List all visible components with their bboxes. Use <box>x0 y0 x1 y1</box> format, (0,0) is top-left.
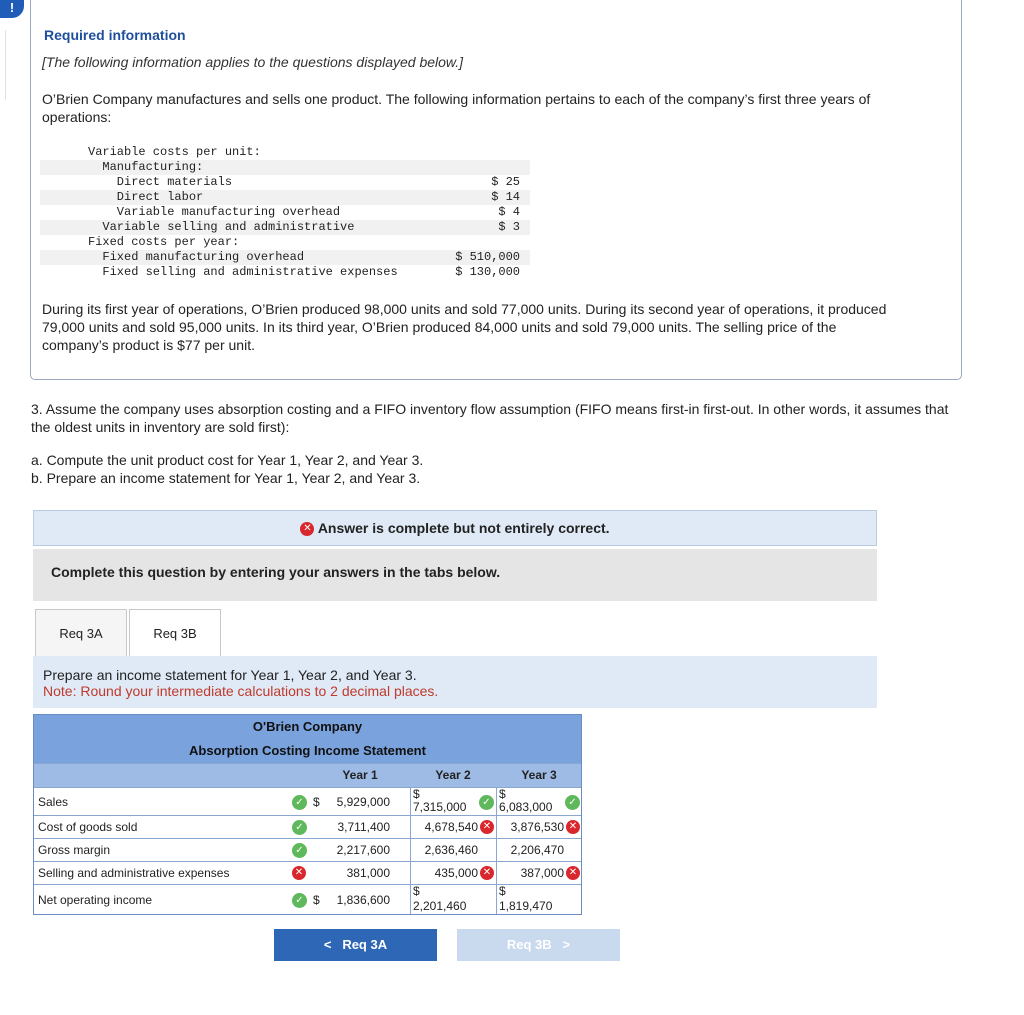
statement-row <box>34 861 581 884</box>
row-label: Selling and administrative expenses <box>38 866 230 880</box>
cost-row <box>40 160 530 175</box>
row-label: Cost of goods sold <box>38 820 138 834</box>
x-circle-icon: ✕ <box>480 820 494 834</box>
value-cell[interactable] <box>295 885 410 914</box>
cell-value: 435,000 <box>434 866 478 880</box>
cost-row <box>40 175 530 190</box>
value-cell[interactable] <box>496 862 582 884</box>
x-circle-icon: ✕ <box>480 866 494 880</box>
value-cell[interactable] <box>294 862 410 884</box>
alert-icon: ! <box>0 0 24 18</box>
income-statement-table <box>33 714 582 915</box>
dollar-sign: $ <box>499 884 506 898</box>
statement-company: O'Brien Company <box>34 715 581 739</box>
cell-value: 2,206,470 <box>510 843 564 857</box>
value-cell[interactable] <box>410 816 496 838</box>
cost-value: $ 130,000 <box>455 265 520 279</box>
value-cell[interactable] <box>410 862 496 884</box>
cost-label: Fixed costs per year: <box>88 235 240 249</box>
cost-label: Variable costs per unit: <box>88 145 261 159</box>
check-circle-icon: ✓ <box>292 843 307 858</box>
answer-status-banner <box>33 510 877 546</box>
cost-row <box>40 190 530 205</box>
complete-instructions-text: Complete this question by entering your answers in the tabs below. <box>51 564 501 580</box>
cell-value: 6,083,000 <box>499 800 553 814</box>
cost-label: Variable manufacturing overhead <box>88 205 341 219</box>
dollar-sign: $ <box>313 893 320 907</box>
instruction-line: Prepare an income statement for Year 1, Year 2, and Year 3. <box>43 667 417 683</box>
value-cell[interactable] <box>496 788 582 815</box>
statement-row <box>34 815 581 838</box>
column-header-year-3: Year 3 <box>521 768 557 782</box>
statement-column-header <box>34 763 581 787</box>
tab-req-3a[interactable]: Req 3A <box>35 609 127 657</box>
check-circle-icon: ✓ <box>292 893 307 908</box>
check-circle-icon: ✓ <box>565 795 580 810</box>
statement-title: Absorption Costing Income Statement <box>34 739 581 763</box>
check-circle-icon: ✓ <box>292 820 307 835</box>
dollar-sign: $ <box>413 787 420 801</box>
cost-row <box>40 250 530 265</box>
value-cell[interactable] <box>295 816 410 838</box>
tab-req-3b[interactable]: Req 3B <box>129 609 221 657</box>
cost-value: $ 14 <box>491 190 520 204</box>
cost-row <box>40 145 530 160</box>
statement-row <box>34 884 581 914</box>
next-button-label: Req 3B <box>506 937 552 952</box>
cell-value: 3,711,400 <box>337 820 390 834</box>
cost-row <box>40 235 530 250</box>
column-header-year-1: Year 1 <box>342 768 378 782</box>
cost-label: Manufacturing: <box>88 160 204 174</box>
next-button[interactable] <box>457 929 620 961</box>
value-cell[interactable] <box>295 788 410 815</box>
value-cell[interactable] <box>410 788 496 815</box>
cell-value: 4,678,540 <box>424 820 478 834</box>
value-cell[interactable] <box>496 839 582 861</box>
cost-value: $ 25 <box>491 175 520 189</box>
cost-label: Fixed manufacturing overhead <box>88 250 305 264</box>
value-cell[interactable] <box>496 816 582 838</box>
cost-label: Variable selling and administrative <box>88 220 355 234</box>
chevron-right-icon: > <box>562 937 571 952</box>
x-circle-icon: ✕ <box>566 820 580 834</box>
chevron-left-icon: < <box>323 937 332 952</box>
cost-label: Direct labor <box>88 190 204 204</box>
value-cell[interactable] <box>496 885 582 914</box>
check-circle-icon: ✓ <box>292 795 307 810</box>
x-circle-icon: ✕ <box>566 866 580 880</box>
intro-paragraph: O’Brien Company manufactures and sells one product. The following information pertains to each of the company’s first three years of operations: <box>42 91 871 125</box>
cell-value: 3,876,530 <box>510 820 564 834</box>
left-edge-divider <box>0 30 6 100</box>
cell-value: 387,000 <box>520 866 564 880</box>
cost-value: $ 510,000 <box>455 250 520 264</box>
prev-button[interactable] <box>274 929 437 961</box>
cost-row <box>40 220 530 235</box>
statement-body <box>34 787 581 914</box>
cell-value: 2,201,460 <box>413 899 467 913</box>
cost-label: Fixed selling and administrative expenses <box>88 265 398 279</box>
question-part-a: a. Compute the unit product cost for Year 1, Year 2, and Year 3. <box>31 452 424 468</box>
row-label: Net operating income <box>38 893 153 907</box>
cost-row <box>40 205 530 220</box>
x-circle-icon: ✕ <box>300 522 314 536</box>
cost-row <box>40 265 530 280</box>
column-header-year-2: Year 2 <box>435 768 471 782</box>
instruction-note: Note: Round your intermediate calculations to 2 decimal places. <box>43 683 439 699</box>
cell-value: 2,636,460 <box>424 843 478 857</box>
cell-value: 7,315,000 <box>413 800 467 814</box>
cell-value: 381,000 <box>346 866 390 880</box>
x-circle-icon: ✕ <box>292 866 306 880</box>
complete-instructions-bar <box>33 549 877 601</box>
row-label: Gross margin <box>38 843 111 857</box>
cost-value: $ 3 <box>498 220 520 234</box>
prev-button-label: Req 3A <box>342 937 388 952</box>
check-circle-icon: ✓ <box>479 795 494 810</box>
operations-paragraph: During its first year of operations, O’Brien produced 98,000 units and sold 77,000 units. During its second year of operations, it produced 79,000 units and sold 95,000 units. In its third year, O’Brien produced 84,000 units and sold 79,000 units. The selling price of the company’s product is $77 per unit. <box>42 301 887 353</box>
question-text: 3. Assume the company uses absorption costing and a FIFO inventory flow assumption (FIFO means first-in first-out. In other words, it assumes that the oldest units in inventory are sold first): <box>31 401 949 435</box>
required-information-subtitle: [The following information applies to the questions displayed below.] <box>42 54 464 70</box>
cell-value: 2,217,600 <box>336 843 390 857</box>
dollar-sign: $ <box>499 787 506 801</box>
cell-value: 1,819,470 <box>499 899 553 913</box>
value-cell[interactable] <box>295 839 410 861</box>
row-label: Sales <box>38 795 69 809</box>
tab-instructions <box>33 656 877 708</box>
cell-value: 5,929,000 <box>336 795 390 809</box>
cell-value: 1,836,600 <box>336 893 390 907</box>
value-cell[interactable] <box>410 839 496 861</box>
value-cell[interactable] <box>410 885 496 914</box>
answer-status-text: Answer is complete but not entirely correct. <box>317 520 610 536</box>
cost-table <box>40 145 530 280</box>
cost-label: Direct materials <box>88 175 233 189</box>
dollar-sign: $ <box>413 884 420 898</box>
question-part-b: b. Prepare an income statement for Year 1, Year 2, and Year 3. <box>31 470 421 486</box>
statement-row <box>34 787 581 815</box>
cost-value: $ 4 <box>498 205 520 219</box>
required-information-title: Required information <box>44 27 186 43</box>
dollar-sign: $ <box>313 795 320 809</box>
statement-row <box>34 838 581 861</box>
